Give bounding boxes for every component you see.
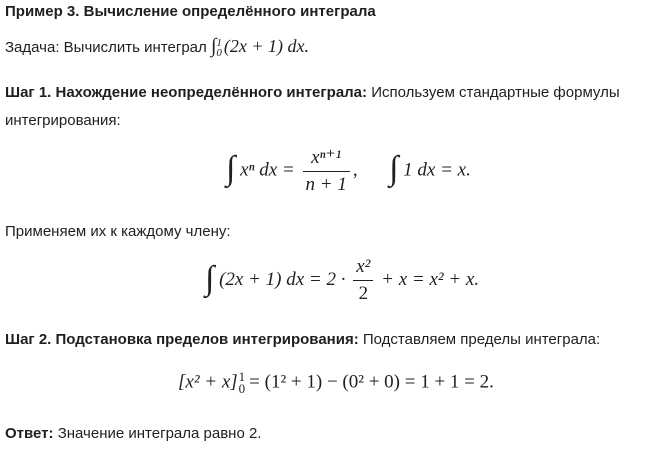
formula3-bracket: [x² + x] <box>178 371 238 393</box>
formula2-lhs: (2x + 1) dx = 2 · <box>219 268 346 290</box>
formula3-sup: 1 <box>238 369 246 384</box>
answer-text: Значение интеграла равно 2. <box>57 425 262 442</box>
task-line <box>5 36 309 58</box>
step1-text-line2: интегрирования: <box>5 112 121 129</box>
formula1-comma: , <box>352 159 358 181</box>
integral-sign: ∫ <box>226 150 236 187</box>
formula1-numerator: xⁿ⁺¹ <box>303 146 350 172</box>
task-text: Вычислить интеграл <box>63 39 207 56</box>
task-integral: ∫ 1 0 (2x + 1) dx. <box>210 35 310 59</box>
apply-text: Применяем их к каждому члену: <box>5 223 231 240</box>
step1-label: Шаг 1. Нахождение неопределённого интеграла: <box>5 84 368 101</box>
step1-text-line1: Используем стандартные формулы <box>371 84 620 101</box>
formula-1 <box>226 146 471 196</box>
integral-sign: ∫ <box>389 150 399 187</box>
formula1-lhs: xⁿ dx = <box>240 159 295 181</box>
formula3-sub: 0 <box>238 381 246 396</box>
step1-line1 <box>5 83 620 103</box>
step2-text: Подставляем пределы интеграла: <box>362 331 601 348</box>
step2-label: Шаг 2. Подстановка пределов интегрирования: <box>5 331 359 348</box>
task-integrand: (2x + 1) dx. <box>223 36 310 56</box>
formula1-fraction <box>303 146 350 196</box>
example-title: Пример 3. Вычисление определённого интеграла <box>5 3 376 20</box>
answer-line <box>5 424 261 444</box>
task-label: Задача: <box>5 39 60 56</box>
formula2-fraction <box>353 256 373 305</box>
task-integral-sub: 0 <box>216 46 222 59</box>
formula-2 <box>205 256 479 305</box>
step2-line <box>5 330 600 350</box>
formula3-rhs: = (1² + 1) − (0² + 0) = 1 + 1 = 2. <box>249 371 494 393</box>
task-integral-sup: 1 <box>216 36 222 49</box>
formula1-denominator: n + 1 <box>305 174 347 195</box>
formula1-rhs2: 1 dx = x. <box>403 159 471 181</box>
integral-sign: ∫ <box>205 259 215 297</box>
formula2-denominator: 2 <box>358 283 369 304</box>
formula2-rhs: + x = x² + x. <box>381 268 480 290</box>
formula-3 <box>178 371 494 395</box>
answer-label: Ответ: <box>5 425 54 442</box>
formula2-numerator: x² <box>353 256 373 281</box>
